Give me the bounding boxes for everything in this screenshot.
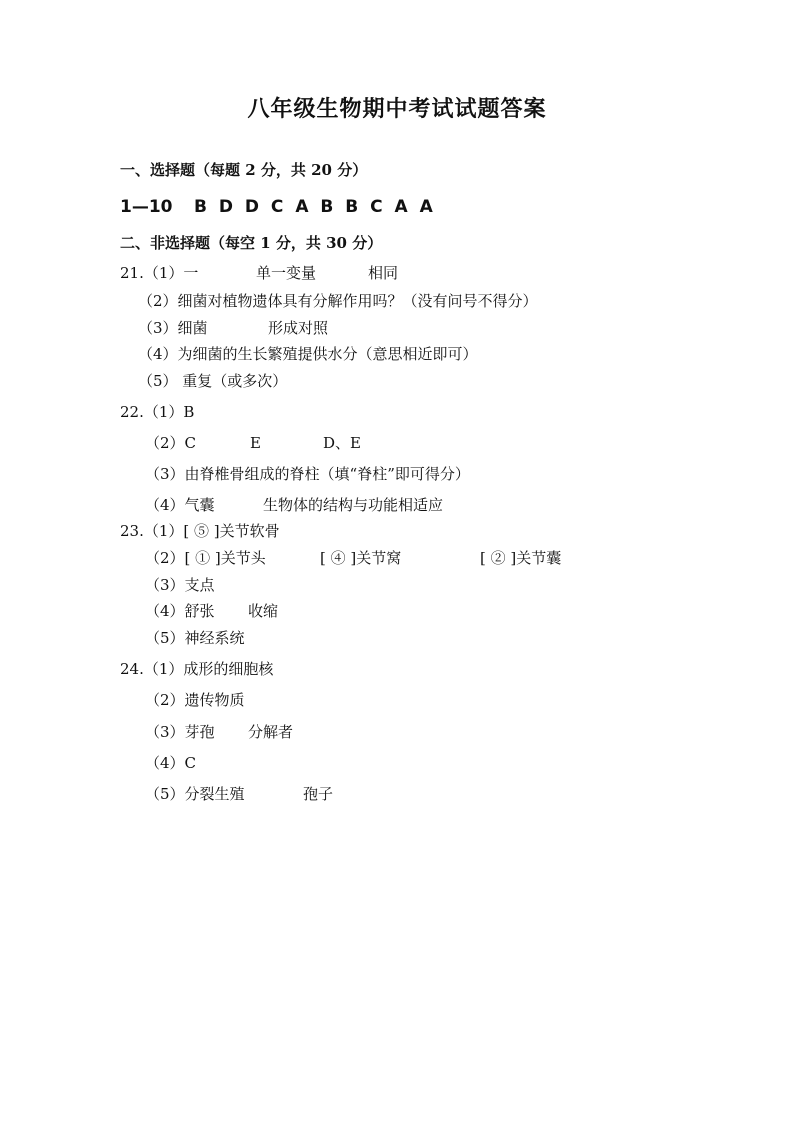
q22-l4-a2: 生物体的结构与功能相适应 (263, 496, 444, 514)
q23-line5: （5）神经系统 (145, 629, 245, 647)
q21-line1 (120, 263, 520, 283)
q24-line2: （2）遗传物质 (145, 691, 245, 709)
q22-l2-a3: D、E (323, 434, 361, 452)
q23-l2-a1: （2）[ ① ]关节头 (145, 549, 266, 567)
q24-line5 (145, 784, 445, 804)
q21-line3 (138, 318, 438, 338)
q23-line4 (145, 601, 445, 621)
q23-l4-a2: 收缩 (248, 602, 279, 620)
q24-line3 (145, 722, 445, 742)
q21-l3-a1: （3）细菌 (138, 319, 208, 337)
q22-l4-a1: （4）气囊 (145, 496, 215, 514)
q21-a3: 相同 (368, 264, 399, 282)
mc-answers: B D D C A B B C A A (194, 197, 436, 217)
q24-line1: 24.（1）成形的细胞核 (120, 660, 274, 678)
section2-heading: 二、非选择题（每空 1 分，共 30 分） (120, 234, 383, 252)
q21-a2: 单一变量 (256, 264, 317, 282)
q22-l2-a1: （2）C (145, 434, 197, 452)
mc-range: 1—10 (120, 197, 173, 217)
q24-line4: （4）C (145, 754, 197, 772)
q22-l2-a2: E (250, 434, 261, 452)
q22-line1: 22.（1）B (120, 403, 195, 421)
section1-heading: 一、选择题（每题 2 分，共 20 分） (120, 161, 368, 179)
page-title: 八年级生物期中考试试题答案 (247, 97, 547, 122)
q23-l2-a3: [ ② ]关节囊 (480, 549, 562, 567)
q22-line3: （3）由脊椎骨组成的脊柱（填“脊柱”即可得分） (145, 465, 470, 483)
q24-l5-a2: 孢子 (303, 785, 334, 803)
q22-line2 (145, 433, 445, 453)
q24-l3-a1: （3）芽孢 (145, 723, 215, 741)
q21-l3-a2: 形成对照 (268, 319, 329, 337)
q23-l2-a2: [ ④ ]关节窝 (320, 549, 402, 567)
mc-answers-row (120, 197, 520, 219)
q23-l4-a1: （4）舒张 (145, 602, 215, 620)
q21-a1: 21.（1）一 (120, 264, 199, 282)
q23-line2 (145, 548, 625, 568)
q21-line2: （2）细菌对植物遗体具有分解作用吗？（没有问号不得分） (138, 292, 538, 310)
q24-l3-a2: 分解者 (248, 723, 294, 741)
q23-line1: 23.（1）[ ⑤ ]关节软骨 (120, 522, 280, 540)
q21-line5: （5） 重复（或多次） (138, 372, 288, 390)
q23-line3: （3）支点 (145, 576, 215, 594)
q22-line4 (145, 495, 545, 515)
q24-l5-a1: （5）分裂生殖 (145, 785, 245, 803)
q21-line4: （4）为细菌的生长繁殖提供水分（意思相近即可） (138, 345, 478, 363)
